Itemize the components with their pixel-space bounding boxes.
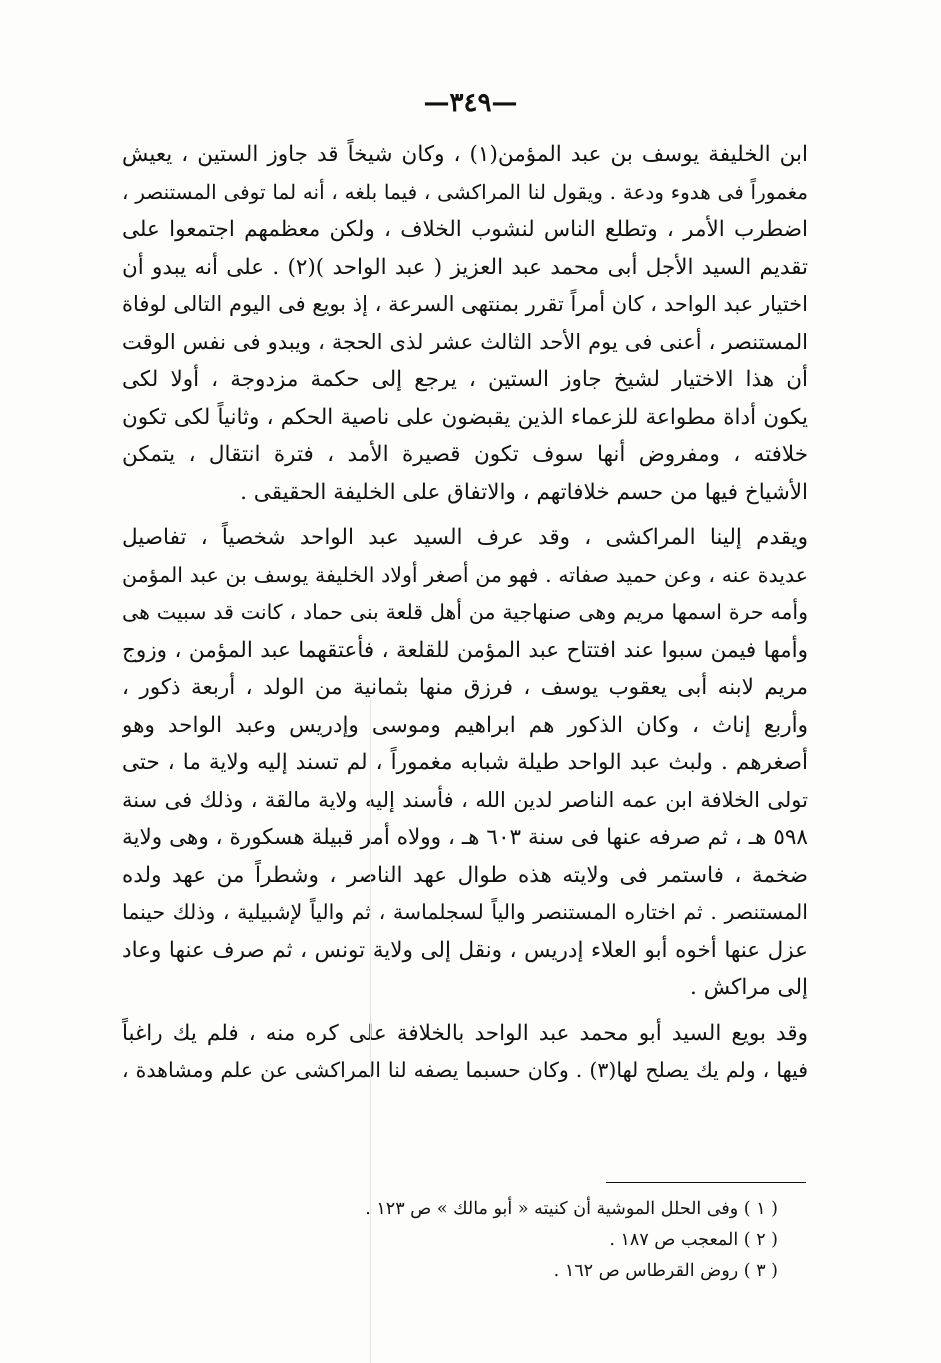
text-line: وأمها فيمن سبوا عند افتتاح عبد المؤمن للقلعة ، فأعتقهما عبد المؤمن ، وزوج — [122, 637, 808, 663]
text-line: اضطرب الأمر ، وتطلع الناس لنشوب الخلاف ، ولكن معظمهم اجتمعوا على — [122, 217, 808, 242]
footnote-3: ( ٣ ) روض القرطاس ص ١٦٢ . — [553, 1261, 778, 1281]
text-line: وقد بويع السيد أبو محمد عبد الواحد بالخلافة على كره منه ، فلم يك راغباً — [122, 1020, 808, 1046]
body-text — [122, 136, 808, 1090]
text-line: المستنصر . ثم اختاره المستنصر والياً لسجلماسة ، ثم والياً لإشبيلية ، وذلك حينما — [122, 900, 808, 924]
text-line: مغموراً فى هدوء ودعة . ويقول لنا المراكشى ، فيما بلغه ، أنه لما توفى المستنصر ، — [122, 179, 808, 204]
paragraph-3 — [122, 1015, 808, 1090]
page-crease-mark — [370, 700, 371, 1363]
text-line: إلى مراكش . — [690, 975, 808, 1000]
footnotes — [300, 1194, 778, 1287]
text-line: ضخمة ، فاستمر فى ولايته هذه طوال عهد الناصر ، وشطراً من عهد ولده — [122, 862, 808, 888]
text-line: فيها ، ولم يك يصلح لها(٣) . وكان حسبما يصفه لنا المراكشى عن علم ومشاهدة ، — [122, 1058, 808, 1082]
text-line: أصغرهم . ولبث عبد الواحد طيلة شبابه مغموراً ، لم تسند إليه ولاية ما ، حتى — [122, 750, 808, 775]
text-line: تولى الخلافة ابن عمه الناصر لدين الله ، فأسند إليه ولاية مالقة ، وذلك فى سنة — [122, 787, 808, 812]
text-line: خلافته ، ومفروض أنها سوف تكون قصيرة الأمد ، فترة انتقال ، يتمكن — [122, 442, 808, 467]
text-line: الأشياخ فيها من حسم خلافاتهم ، والاتفاق على الخليفة الحقيقى . — [240, 479, 808, 505]
text-line: مريم لابنه أبى يعقوب يوسف ، فرزق منها بثمانية من الولد ، أربعة ذكور ، — [122, 675, 808, 700]
text-line: أن هذا الاختيار لشيخ جاوز الستين ، يرجع إلى حكمة مزدوجة ، أولا لكى — [122, 367, 808, 392]
text-line: ٥٩٨ هـ ، ثم صرفه عنها فى سنة ٦٠٣ هـ ، وولاه أمر قبيلة هسكورة ، وهى ولاية — [122, 825, 808, 850]
text-line: اختيار عبد الواحد ، كان أمراً تقرر بمنتهى السرعة ، إذ بويع فى اليوم التالى لوفاة — [122, 292, 808, 316]
text-line: تقديم السيد الأجل أبى محمد عبد العزيز ( عبد الواحد )(٢) . على أنه يبدو أن — [122, 254, 808, 280]
text-line: وأمه حرة اسمها مريم وهى صنهاجية من أهل قلعة بنى حماد ، كانت قد سبيت هى — [122, 600, 808, 624]
text-line: يكون أداة مطواعة للزعماء الذين يقبضون على ناصية الحكم ، وثانياً لكى تكون — [122, 404, 808, 430]
text-line: عزل عنها أخوه أبو العلاء إدريس ، ونقل إلى ولاية تونس ، ثم صرف عنها وعاد — [122, 937, 808, 963]
text-line: المستنصر ، أعنى فى يوم الأحد الثالث عشر لذى الحجة ، ويبدو فى نفس الوقت — [122, 329, 808, 354]
paragraph-2 — [122, 519, 808, 1007]
text-line: وأربع إناث ، وكان الذكور هم ابراهيم وموسى وإدريس وعبد الواحد وهو — [122, 712, 808, 738]
text-line: ويقدم إلينا المراكشى ، وقد عرف السيد عبد الواحد شخصياً ، تفاصيل — [122, 525, 808, 550]
footnote-1: ( ١ ) وفى الحلل الموشية أن كنيته « أبو مالك » ص ١٢٣ . — [365, 1199, 778, 1219]
text-line: ابن الخليفة يوسف بن عبد المؤمن(١) ، وكان شيخاً قد جاوز الستين ، يعيش — [122, 142, 808, 167]
page-number: —٣٤٩— — [423, 88, 518, 118]
footnote-2: ( ٢ ) المعجب ص ١٨٧ . — [609, 1230, 778, 1250]
text-line: عديدة عنه ، وعن حميد صفاته . فهو من أصغر أولاد الخليفة يوسف بن عبد المؤمن — [122, 562, 808, 587]
paragraph-1 — [122, 136, 808, 511]
footnote-divider — [606, 1182, 806, 1183]
